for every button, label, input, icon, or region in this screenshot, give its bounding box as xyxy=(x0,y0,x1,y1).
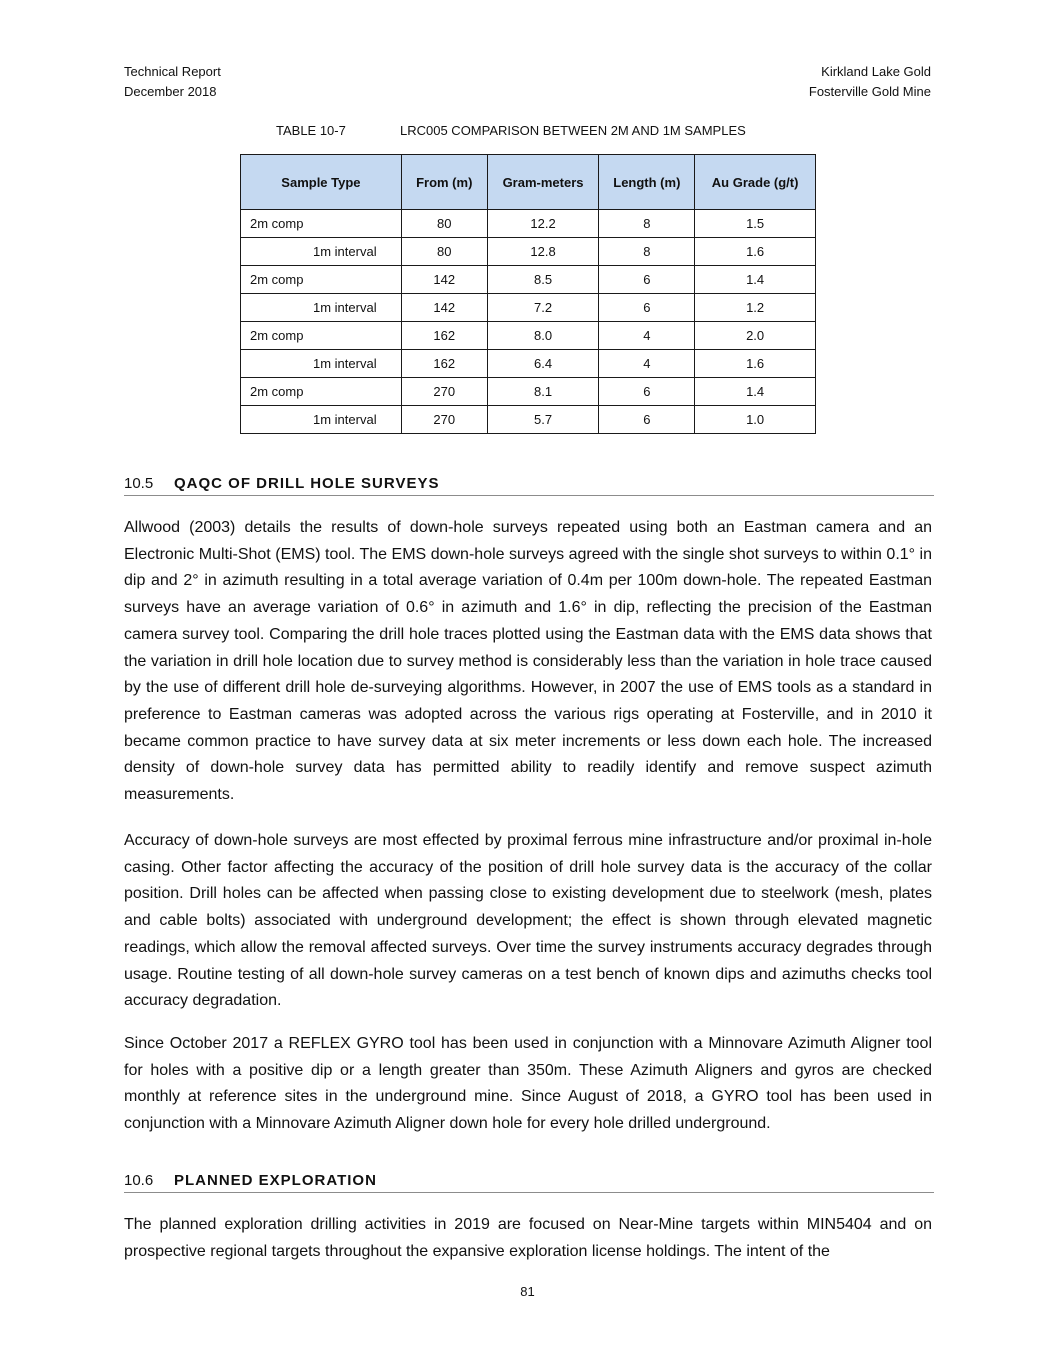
table-row xyxy=(241,210,816,238)
cell-au-grade: 1.0 xyxy=(695,406,816,434)
table-row xyxy=(241,266,816,294)
col-gram-meters: Gram-meters xyxy=(487,155,599,210)
cell-from: 80 xyxy=(401,210,487,238)
section-heading-10-6 xyxy=(124,1172,934,1193)
section-heading-10-5 xyxy=(124,475,934,496)
cell-sample-type: 2m comp xyxy=(241,210,402,238)
cell-length: 6 xyxy=(599,266,695,294)
mine-name: Fosterville Gold Mine xyxy=(808,84,931,99)
table-row xyxy=(241,378,816,406)
cell-sample-type: 1m interval xyxy=(241,238,402,266)
cell-from: 270 xyxy=(401,406,487,434)
section-number: 10.5 xyxy=(124,475,154,492)
cell-length: 6 xyxy=(599,406,695,434)
cell-from: 142 xyxy=(401,266,487,294)
cell-from: 162 xyxy=(401,350,487,378)
section-title: QAQC OF DRILL HOLE SURVEYS xyxy=(174,475,440,492)
table-row xyxy=(241,322,816,350)
cell-length: 4 xyxy=(599,350,695,378)
report-type: Technical Report xyxy=(124,64,221,79)
cell-length: 8 xyxy=(599,238,695,266)
cell-gram-meters: 5.7 xyxy=(487,406,599,434)
cell-au-grade: 2.0 xyxy=(695,322,816,350)
header-right xyxy=(809,62,931,102)
table-row xyxy=(241,294,816,322)
cell-au-grade: 1.5 xyxy=(695,210,816,238)
paragraph: The planned exploration drilling activities in 2019 are focused on Near-Mine targets within MIN5404 and on prospective regional targets throughout the expansive exploration license holdings. The intent of the xyxy=(124,1216,932,1260)
cell-au-grade: 1.6 xyxy=(695,350,816,378)
table-label: TABLE 10-7 xyxy=(276,123,346,138)
cell-from: 80 xyxy=(401,238,487,266)
cell-sample-type: 2m comp xyxy=(241,266,402,294)
header-left xyxy=(124,62,221,102)
col-sample-type: Sample Type xyxy=(241,155,402,210)
cell-gram-meters: 7.2 xyxy=(487,294,599,322)
cell-au-grade: 1.6 xyxy=(695,238,816,266)
cell-sample-type: 2m comp xyxy=(241,378,402,406)
cell-length: 6 xyxy=(599,294,695,322)
col-from: From (m) xyxy=(401,155,487,210)
table-row xyxy=(241,350,816,378)
section-title: PLANNED EXPLORATION xyxy=(174,1172,377,1189)
table-caption xyxy=(276,123,836,138)
col-au-grade: Au Grade (g/t) xyxy=(695,155,816,210)
cell-from: 162 xyxy=(401,322,487,350)
paragraph: Accuracy of down-hole surveys are most effected by proximal ferrous mine infrastructure and/or proximal in-hole casing. Other factor affecting the accuracy of the position of drill hole survey data is the accuracy of the collar position. Drill holes can be affected when passing close to existing development due to steelwork (mesh, plates and cable bolts) associated with underground development; the effect is shown through elevated magnetic readings, which allow the removal affected surveys. Over time the survey instruments accuracy degrades through usage. Routine testing of all down-hole survey cameras on a test bench of known dips and azimuths checks tool accuracy degradation. xyxy=(124,832,932,1010)
table-header-row xyxy=(241,155,816,210)
cell-gram-meters: 8.0 xyxy=(487,322,599,350)
cell-au-grade: 1.2 xyxy=(695,294,816,322)
cell-au-grade: 1.4 xyxy=(695,266,816,294)
col-length: Length (m) xyxy=(599,155,695,210)
cell-sample-type: 1m interval xyxy=(241,406,402,434)
paragraph: Allwood (2003) details the results of down-hole surveys repeated using both an Eastman camera and an Electronic Multi-Shot (EMS) tool. The EMS down-hole surveys agreed with the single shot surveys to within 0.1° in dip and 2° in azimuth resulting in a total average variation of 0.4m per 100m down-hole. The repeated Eastman surveys have an average variation of 0.6° in azimuth and 1.6° in dip, reflecting the precision of the Eastman camera survey tool. Comparing the drill hole traces plotted using the Eastman data with the EMS data shows that the variation in drill hole location due to survey method is considerably less than the variation in hole trace caused by the use of different drill hole de-surveying algorithms. However, in 2007 the use of EMS tools as a standard in preference to Eastman cameras was adopted across the various rigs operating at Fosterville, and in 2010 it became common practice to have survey data at six meter increments or less down each hole. The increased density of down-hole survey data has permitted ability to readily identify and remove suspect azimuth measurements. xyxy=(124,519,932,804)
table-row xyxy=(241,238,816,266)
cell-sample-type: 2m comp xyxy=(241,322,402,350)
section-number: 10.6 xyxy=(124,1172,154,1189)
cell-gram-meters: 8.1 xyxy=(487,378,599,406)
report-date: December 2018 xyxy=(124,84,217,99)
comparison-table xyxy=(240,154,816,434)
cell-length: 6 xyxy=(599,378,695,406)
cell-from: 270 xyxy=(401,378,487,406)
cell-gram-meters: 12.2 xyxy=(487,210,599,238)
cell-sample-type: 1m interval xyxy=(241,350,402,378)
cell-gram-meters: 6.4 xyxy=(487,350,599,378)
cell-length: 4 xyxy=(599,322,695,350)
cell-au-grade: 1.4 xyxy=(695,378,816,406)
paragraph: Since October 2017 a REFLEX GYRO tool has been used in conjunction with a Minnovare Azimuth Aligner tool for holes with a positive dip or a length greater than 350m. These Azimuth Aligners and gyros are checked monthly at reference sites in the underground mine. Since August of 2018, a GYRO tool has been used in conjunction with a Minnovare Azimuth Aligner down hole for every hole drilled underground. xyxy=(124,1035,932,1133)
cell-gram-meters: 8.5 xyxy=(487,266,599,294)
page-number: 81 xyxy=(520,1284,535,1299)
cell-sample-type: 1m interval xyxy=(241,294,402,322)
cell-gram-meters: 12.8 xyxy=(487,238,599,266)
table-row xyxy=(241,406,816,434)
table-title: LRC005 COMPARISON BETWEEN 2M AND 1M SAMPLES xyxy=(400,123,746,138)
cell-from: 142 xyxy=(401,294,487,322)
company-name: Kirkland Lake Gold xyxy=(821,64,931,79)
cell-length: 8 xyxy=(599,210,695,238)
